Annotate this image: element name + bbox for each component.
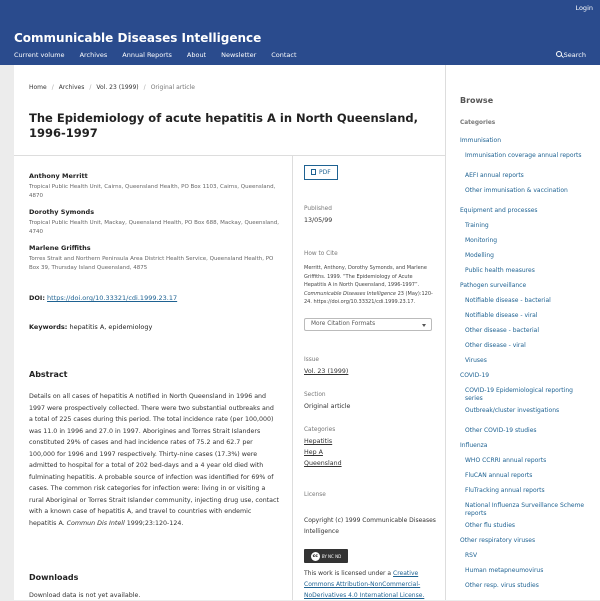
citation-rest: 23 (May):120-24. https://doi.org/10.33321/cdi.1999.23.17. bbox=[304, 290, 433, 305]
authors-list bbox=[29, 172, 279, 280]
author-affiliation: Tropical Public Health Unit, Cairns, Queensland Health, PO Box 1103, Cairns, Queensland, 4870 bbox=[29, 184, 276, 199]
sidebar-category-link[interactable]: COVID-19 bbox=[460, 372, 490, 379]
title-divider bbox=[14, 155, 445, 156]
search-label: Search bbox=[563, 51, 586, 59]
breadcrumb-separator: / bbox=[89, 84, 92, 91]
sidebar-category-link[interactable]: Other respiratory viruses bbox=[460, 537, 536, 544]
sidebar-category-link[interactable]: Notifiable disease - viral bbox=[465, 312, 538, 319]
author bbox=[29, 244, 279, 272]
cc-license-badge[interactable] bbox=[304, 549, 348, 563]
cc-icon: cc bbox=[312, 553, 318, 559]
pdf-button[interactable] bbox=[304, 165, 338, 180]
breadcrumb-separator: / bbox=[51, 84, 54, 91]
citation-formats-dropdown[interactable] bbox=[304, 318, 432, 331]
nav-current-volume[interactable]: Current volume bbox=[14, 51, 65, 59]
sidebar-category-link[interactable]: COVID-19 Epidemiological reporting series bbox=[465, 387, 573, 402]
author-name: Anthony Merritt bbox=[29, 172, 88, 180]
sidebar-category-link[interactable]: Public health measures bbox=[465, 267, 535, 274]
sidebar-category-link[interactable]: Training bbox=[465, 222, 489, 229]
sidebar-category-link[interactable]: Immunisation coverage annual reports bbox=[465, 152, 582, 159]
site-title[interactable]: Communicable Diseases Intelligence bbox=[14, 31, 262, 45]
author-name: Dorothy Symonds bbox=[29, 208, 95, 216]
downloads-heading: Downloads bbox=[29, 573, 79, 582]
license-text bbox=[304, 568, 436, 601]
sidebar-category-link[interactable]: FluCAN annual reports bbox=[465, 472, 533, 479]
doi bbox=[29, 294, 177, 302]
sidebar-category-link[interactable]: Immunisation bbox=[460, 137, 502, 144]
main-nav bbox=[14, 51, 297, 59]
abstract-heading: Abstract bbox=[29, 370, 68, 379]
nav-annual-reports[interactable]: Annual Reports bbox=[122, 51, 172, 59]
nav-archives[interactable]: Archives bbox=[79, 51, 108, 59]
category-link[interactable]: Hep A bbox=[304, 449, 323, 456]
sidebar-category-link[interactable]: WHO CCRRI annual reports bbox=[465, 457, 547, 464]
sidebar-category-link[interactable]: Viruses bbox=[465, 357, 487, 364]
copyright-text: Copyright (c) 1999 Communicable Diseases Intelligence bbox=[304, 517, 436, 535]
chevron-down-icon bbox=[422, 324, 426, 327]
issue-link[interactable]: Vol. 23 (1999) bbox=[304, 368, 349, 375]
section-label: Section bbox=[304, 392, 326, 398]
sidebar-category-link[interactable]: National Influenza Surveillance Scheme reports bbox=[465, 502, 585, 517]
sidebar-category-link[interactable]: RSV bbox=[465, 552, 478, 559]
published-label: Published bbox=[304, 206, 332, 212]
license-link[interactable]: Creative Commons Attribution-NonCommercial-NoDerivatives 4.0 International License. bbox=[304, 570, 425, 599]
author-name: Marlene Griffiths bbox=[29, 244, 91, 252]
sidebar-category-link[interactable]: Monitoring bbox=[465, 237, 498, 244]
published-value: 13/05/99 bbox=[304, 217, 333, 224]
sidebar-category-link[interactable]: Other immunisation & vaccination bbox=[465, 187, 568, 194]
pdf-label: PDF bbox=[319, 169, 331, 176]
breadcrumb-separator: / bbox=[143, 84, 146, 91]
keywords-value: hepatitis A, epidemiology bbox=[69, 323, 153, 331]
sidebar-category-link[interactable]: Equipment and processes bbox=[460, 207, 538, 214]
nav-about[interactable]: About bbox=[186, 51, 207, 59]
author-affiliation: Torres Strait and Northern Peninsula Area District Health Service, Queensland Health, PO Box 39, Thursday Island Queensland, 4875 bbox=[29, 256, 274, 271]
sidebar-category-link[interactable]: Human metapneumovirus bbox=[465, 567, 544, 574]
license-prefix: This work is licensed under a bbox=[304, 570, 394, 577]
sidebar-category-link[interactable]: Outbreak/cluster investigations bbox=[465, 407, 560, 414]
downloads-text: Download data is not yet available. bbox=[29, 592, 141, 599]
article-title: The Epidemiology of acute hepatitis A in North Queensland, 1996-1997 bbox=[29, 111, 418, 140]
sidebar-categories-label: Categories bbox=[460, 120, 496, 126]
sidebar-category-link[interactable]: Notifiable disease - bacterial bbox=[465, 297, 551, 304]
site-header bbox=[0, 0, 600, 65]
sidebar-category-link[interactable]: FluTracking annual reports bbox=[465, 487, 545, 494]
citation-text bbox=[304, 264, 434, 307]
search-icon bbox=[556, 51, 562, 57]
doi-link[interactable]: https://doi.org/10.33321/cdi.1999.23.17 bbox=[47, 294, 178, 302]
sidebar-category-link[interactable]: Other resp. virus studies bbox=[465, 582, 539, 589]
sidebar-category-link[interactable]: Pathogen surveillance bbox=[460, 282, 527, 289]
nav-newsletter[interactable]: Newsletter bbox=[221, 51, 257, 59]
categories-label: Categories bbox=[304, 427, 336, 433]
document-icon bbox=[311, 169, 316, 175]
sidebar-category-link[interactable]: Other disease - viral bbox=[465, 342, 526, 349]
abstract-journal: Commun Dis Intell bbox=[66, 519, 125, 527]
author-affiliation: Tropical Public Health Unit, Mackay, Queensland Health, PO Box 688, Mackay, Queensland, 4740 bbox=[29, 220, 280, 235]
author bbox=[29, 208, 279, 236]
issue-label: Issue bbox=[304, 357, 319, 363]
license-label: License bbox=[304, 492, 326, 498]
breadcrumb-current: Original article bbox=[150, 84, 195, 91]
keywords bbox=[29, 323, 152, 331]
column-divider bbox=[292, 155, 293, 600]
sidebar-category-link[interactable]: Other flu studies bbox=[465, 522, 516, 529]
doi-label: DOI: bbox=[29, 294, 45, 302]
nav-contact[interactable]: Contact bbox=[271, 51, 297, 59]
sidebar-category-link[interactable]: Modelling bbox=[465, 252, 494, 259]
sidebar-category-link[interactable]: Influenza bbox=[460, 442, 488, 449]
citation-journal: Communicable Diseases Intelligence bbox=[304, 290, 397, 297]
sidebar-category-link[interactable]: Other disease - bacterial bbox=[465, 327, 540, 334]
abstract-citation: 1999;23:120-124. bbox=[124, 519, 184, 527]
keywords-label: Keywords: bbox=[29, 323, 68, 331]
citation-formats-label: More Citation Formats bbox=[311, 321, 376, 327]
abstract-body: Details on all cases of hepatitis A notified in North Queensland in 1996 and 1997 were prospectively collected. There were two substantial outbreaks and a total of 225 cases during this period. The total incidence rate (per 100,000) was 11.0 in 1996 and 27.0 in 1997. Aborigines and Torres Strait Islanders constituted 29% of cases and had incidence rates of 75.2 and 62.7 per 100,000 for 1996 and 1997 respectively. Thirty-nine cases (17.3%) were admitted to hospital for a total of 202 bed-days and a 4 year old died with fulminating hepatitis. A probable source of infection was identified for 69% of cases. The common risk categories for infection were: living in or visiting a rural Aboriginal or Torres Strait Islander community, injecting drug use, contact with a known case of hepatitis A, and travel to countries with endemic hepatitis A. bbox=[29, 393, 279, 527]
sidebar bbox=[445, 65, 600, 600]
sidebar-category-link[interactable]: AEFI annual reports bbox=[465, 172, 524, 179]
breadcrumb-home[interactable]: Home bbox=[29, 84, 47, 91]
sidebar-heading: Browse bbox=[460, 96, 494, 105]
breadcrumb bbox=[29, 84, 195, 91]
category-link[interactable]: Hepatitis bbox=[304, 438, 333, 445]
citation-main: Merritt, Anthony, Dorothy Symonds, and Marlene Griffiths. 1999. “The Epidemiology of Acute Hepatitis A in North Queensland, 1996-1997”. bbox=[304, 265, 427, 288]
breadcrumb-issue[interactable]: Vol. 23 (1999) bbox=[96, 84, 139, 91]
author bbox=[29, 172, 279, 200]
section-value: Original article bbox=[304, 403, 351, 410]
sidebar-category-link[interactable]: Other COVID-19 studies bbox=[465, 427, 537, 434]
breadcrumb-archives[interactable]: Archives bbox=[58, 84, 85, 91]
abstract-text bbox=[29, 391, 279, 529]
article-main bbox=[14, 65, 445, 600]
login-link[interactable]: Login bbox=[575, 4, 593, 12]
cite-label: How to Cite bbox=[304, 251, 338, 257]
category-link[interactable]: Queensland bbox=[304, 460, 342, 467]
search-button[interactable] bbox=[556, 51, 586, 59]
cc-badge-terms: BY NC ND bbox=[321, 553, 342, 559]
